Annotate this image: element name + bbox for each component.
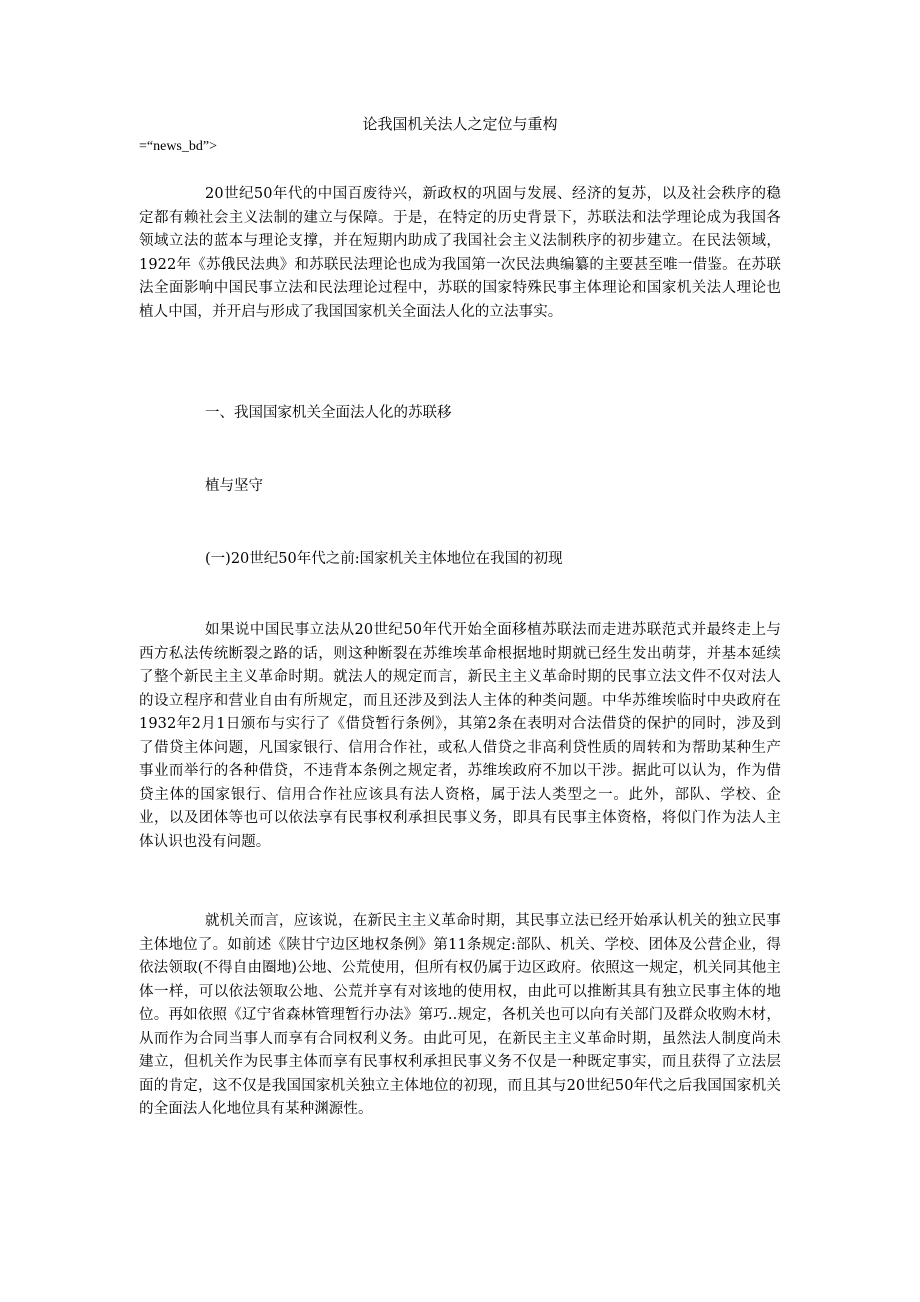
markup-artifact-text: =“news_bd”>: [139, 139, 217, 154]
intro-paragraph: 20世纪50年代的中国百废待兴，新政权的巩固与发展、经济的复苏，以及社会秩序的稳定都有赖社会主义法制的建立与保障。于是，在特定的历史背景下，苏联法和法学理论成为我国各领域立法的蓝本与理论支撑，并在短期内助成了我国社会主义法制秩序的初步建立。在民法领域，1922年《苏俄民法典》和苏联民法理论也成为我国第一次民法典编纂的主要甚至唯一借鉴。在苏联法全面影响中国民事立法和民法理论过程中，苏联的国家特殊民事主体理论和国家机关法人理论也植人中国，并开启与形成了我国国家机关全面法人化的立法事实。: [139, 186, 781, 320]
page-title: 论我国机关法人之定位与重构: [362, 115, 558, 133]
body-paragraph-soviet-era: 如果说中国民事立法从20世纪50年代开始全面移植苏联法而走进苏联范式并最终走上与西方私法传统断裂之路的话，则这种断裂在苏维埃革命根据地时期就已经生发出萌芽，并基本延续了整个新民主主义革命时期。就法人的规定而言，新民主主义革命时期的民事立法文件不仅对法人的设立程序和营业自由有所规定，而且还涉及到法人主体的种类问题。中华苏维埃临时中央政府在1932年2月1日颁布与实行了《借贷暂行条例》，其第2条在表明对合法借贷的保护的同时，涉及到了借贷主体问题，凡国家银行、信用合作社，或私人借贷之非高利贷性质的周转和为帮助某种生产事业而举行的各种借贷，不违背本条例之规定者，苏维埃政府不加以干涉。据此可以认为，作为借贷主体的国家银行、信用合作社应该具有法人资格，属于法人类型之一。此外，部队、学校、企业，以及团体等也可以依法享有民事权利承担民事义务，即具有民事主体资格，将似门作为法人主体认识也没有问题。: [139, 622, 781, 850]
section-heading-line1: 一、我国国家机关全面法人化的苏联移: [205, 405, 452, 421]
body-paragraph-organs: 就机关而言，应该说，在新民主主义革命时期，其民事立法已经开始承认机关的独立民事主体地位了。如前述《陕甘宁边区地权条例》第11条规定:部队、机关、学校、团体及公营企业，得依法领取(不得自由圈地)公地、公荒使用，但所有权仍属于边区政府。依照这一规定，机关同其他主体一样，可以依法领取公地、公荒并享有对该地的使用权，由此可以推断其具有独立民事主体的地位。再如依照《辽宁省森林管理暂行办法》第巧..规定，各机关也可以向有关部门及群众收购木材，从而作为合同当事人而享有合同权利义务。由此可见，在新民主主义革命时期，虽然法人制度尚未建立，但机关作为民事主体而享有民事权利承担民事义务不仅是一种既定事实，而且获得了立法层面的肯定，这不仅是我国国家机关独立主体地位的初现，而且其与20世纪50年代之后我国国家机关的全面法人化地位具有某种渊源性。: [139, 913, 781, 1117]
section-heading-line2: 植与坚守: [205, 478, 263, 494]
subsection-heading: (一)20世纪50年代之前:国家机关主体地位在我国的初现: [205, 551, 563, 567]
